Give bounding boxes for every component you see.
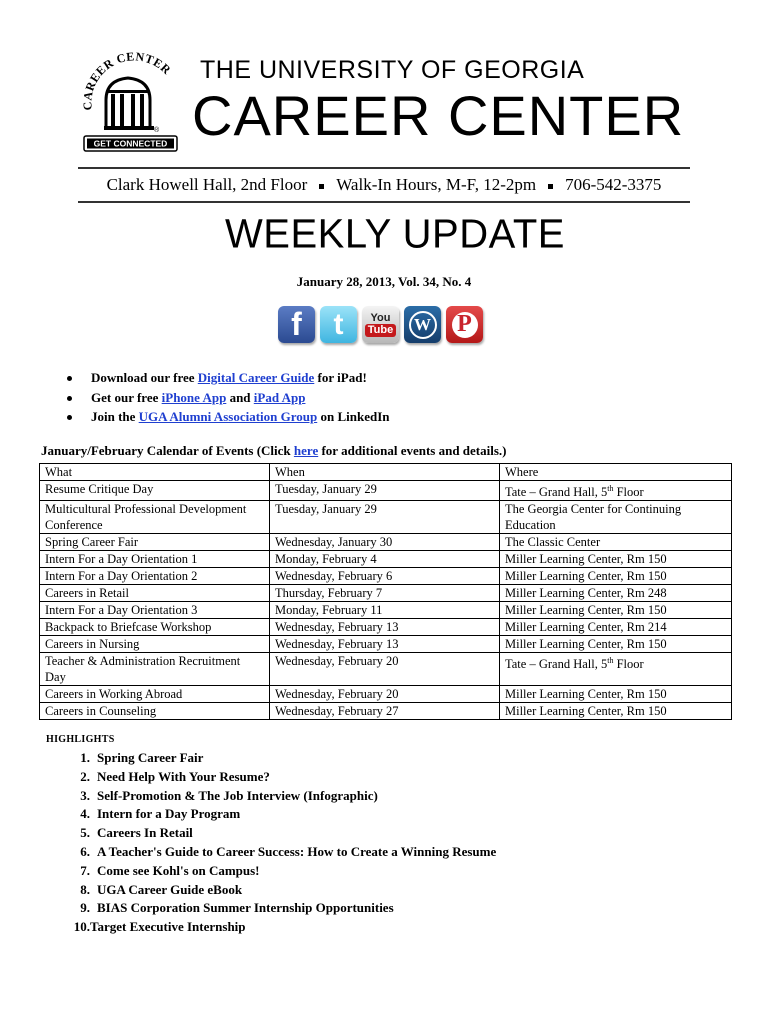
event-date-cell	[270, 585, 500, 602]
item-number: 5.	[80, 825, 90, 841]
event-name-cell	[40, 703, 270, 720]
event-location-suffix: Floor	[613, 485, 644, 500]
table-row	[40, 602, 732, 619]
list-item[interactable]	[66, 843, 496, 862]
event-name: Teacher & Administration Recruitment Day	[45, 654, 241, 685]
item-number: 3.	[80, 787, 90, 803]
event-location-cell	[500, 619, 732, 636]
event-date: Wednesday, February 6	[275, 569, 393, 584]
table-row	[40, 501, 732, 534]
phone-number: 706-542-3375	[565, 175, 662, 194]
issue-date: January 28, 2013, Vol. 34, No. 4	[296, 274, 472, 289]
event-date-cell	[270, 602, 500, 619]
pinterest-icon[interactable]	[446, 306, 483, 343]
separator-square	[319, 184, 324, 189]
event-date: Wednesday, February 20	[275, 654, 399, 669]
event-location-cell	[500, 534, 732, 551]
event-location-cell	[500, 703, 732, 720]
bullet-text: for iPad!	[314, 370, 367, 385]
event-date: Wednesday, February 20	[275, 687, 399, 702]
event-date-cell	[270, 551, 500, 568]
event-location-suffix: Floor	[613, 657, 644, 672]
highlight-text: A Teacher's Guide to Career Success: How to Create a Winning Resume	[97, 843, 497, 859]
list-item[interactable]	[66, 749, 496, 768]
contact-line	[78, 175, 690, 195]
logo-arc-text: CAREER CENTER	[80, 52, 174, 111]
event-location: Miller Learning Center, Rm 248	[505, 586, 667, 601]
additional-events-link[interactable]: here	[293, 443, 319, 458]
event-name-cell	[40, 636, 270, 653]
highlight-text: Careers In Retail	[97, 825, 193, 841]
facebook-glyph: f	[291, 306, 302, 342]
event-date: Monday, February 4	[275, 552, 377, 567]
ipad-app-link[interactable]: iPad App	[253, 389, 306, 405]
table-row	[40, 534, 732, 551]
wordpress-ring	[409, 311, 437, 339]
event-location: Miller Learning Center, Rm 150	[505, 687, 667, 702]
event-location: Miller Learning Center, Rm 214	[505, 620, 667, 635]
highlights-list	[66, 749, 496, 937]
table-row	[40, 481, 732, 501]
highlight-text: Need Help With Your Resume?	[97, 768, 270, 784]
bullet-text: Join the	[91, 409, 139, 424]
list-item	[64, 407, 390, 427]
twitter-icon[interactable]	[320, 306, 357, 343]
twitter-glyph: t	[333, 307, 344, 341]
digital-career-guide-link[interactable]: Digital Career Guide	[197, 370, 315, 385]
bullet-text: and	[226, 389, 254, 405]
highlight-text: Target Executive Internship	[90, 919, 246, 935]
youtube-icon[interactable]	[362, 306, 399, 343]
table-row	[40, 551, 732, 568]
app-links-list	[64, 368, 390, 427]
svg-text:CAREER CENTER	[80, 52, 174, 111]
event-name: Intern For a Day Orientation 3	[45, 603, 198, 618]
event-location-cell	[500, 602, 732, 619]
highlights-title: HIGHLIGHTS	[46, 734, 115, 745]
event-date: Wednesday, February 27	[275, 704, 399, 719]
table-header-row	[40, 464, 732, 481]
event-name: Careers in Counseling	[45, 704, 157, 719]
list-item[interactable]	[66, 881, 496, 900]
event-date-cell	[270, 686, 500, 703]
alumni-group-link[interactable]: UGA Alumni Association Group	[138, 409, 318, 424]
event-name: Spring Career Fair	[45, 535, 139, 550]
list-item	[64, 368, 390, 388]
event-location-cell	[500, 481, 732, 501]
event-location: Miller Learning Center, Rm 150	[505, 704, 667, 719]
event-date: Tuesday, January 29	[275, 482, 377, 496]
item-number: 7.	[80, 862, 90, 878]
weekly-update-title: WEEKLY UPDATE	[225, 211, 565, 257]
event-name: Intern For a Day Orientation 1	[45, 552, 198, 567]
event-location-cell	[500, 653, 732, 686]
youtube-tube-text: Tube	[365, 324, 396, 337]
event-name-cell	[40, 619, 270, 636]
event-date: Wednesday, February 13	[275, 637, 399, 652]
address: Clark Howell Hall, 2nd Floor	[106, 175, 308, 194]
event-location-cell	[500, 636, 732, 653]
item-number: 4.	[80, 806, 90, 822]
item-number: 9.	[80, 900, 90, 916]
facebook-icon[interactable]	[278, 306, 315, 343]
list-item[interactable]	[66, 805, 496, 824]
event-date-cell	[270, 568, 500, 585]
table-row	[40, 636, 732, 653]
event-name: Careers in Nursing	[45, 637, 140, 652]
wordpress-glyph: W	[414, 314, 431, 334]
column-header-where: Where	[500, 464, 732, 481]
event-location: The Georgia Center for Continuing Education	[505, 502, 682, 533]
event-name-cell	[40, 551, 270, 568]
events-table	[39, 463, 732, 720]
event-date-cell	[270, 619, 500, 636]
university-name: THE UNIVERSITY OF GEORGIA	[200, 56, 585, 84]
highlight-text: Spring Career Fair	[97, 750, 204, 765]
event-name-cell	[40, 568, 270, 585]
event-name-cell	[40, 653, 270, 686]
column-header-when: When	[270, 464, 500, 481]
bullet-text: on LinkedIn	[317, 409, 390, 424]
list-item[interactable]	[66, 899, 496, 918]
event-location: Miller Learning Center, Rm 150	[505, 552, 667, 567]
youtube-you-text: You	[370, 312, 391, 324]
event-location: Tate – Grand Hall, 5	[505, 485, 608, 500]
walk-in-hours: Walk-In Hours, M-F, 12-2pm	[336, 175, 537, 194]
event-date-cell	[270, 636, 500, 653]
header-rule-top	[78, 167, 690, 169]
event-date: Wednesday, January 30	[275, 535, 393, 550]
highlight-text: Self-Promotion & The Job Interview (Infographic)	[97, 787, 378, 803]
table-row	[40, 653, 732, 686]
pinterest-ring	[452, 312, 478, 338]
table-row	[40, 619, 732, 636]
ordinal-suffix: th	[607, 484, 614, 493]
bullet-text: Download our free	[91, 370, 198, 385]
event-location: Tate – Grand Hall, 5	[505, 657, 608, 672]
event-location: Miller Learning Center, Rm 150	[505, 603, 667, 618]
item-number: 6.	[80, 843, 90, 859]
column-header-what: What	[40, 464, 270, 481]
event-location-cell	[500, 686, 732, 703]
list-item[interactable]	[66, 862, 496, 881]
ordinal-suffix: th	[607, 656, 614, 666]
list-item[interactable]	[66, 824, 496, 843]
event-location-cell	[500, 501, 732, 534]
career-center-logo	[78, 52, 184, 154]
pinterest-glyph: P	[457, 311, 472, 337]
event-location-cell	[500, 551, 732, 568]
event-date: Tuesday, January 29	[275, 502, 377, 517]
calendar-title-text: for additional events and details.)	[318, 443, 507, 458]
event-name-cell	[40, 481, 270, 501]
event-date: Monday, February 11	[275, 603, 383, 618]
header-rule-bottom	[78, 201, 690, 203]
separator-square	[548, 184, 553, 189]
highlight-text: UGA Career Guide eBook	[97, 881, 243, 897]
event-date-cell	[270, 501, 500, 534]
bullet-text: Get our free	[91, 389, 162, 405]
event-name: Careers in Working Abroad	[45, 687, 183, 702]
event-name-cell	[40, 686, 270, 703]
list-item[interactable]	[66, 787, 496, 806]
highlight-text: BIAS Corporation Summer Internship Opportunities	[97, 900, 394, 916]
event-date: Thursday, February 7	[275, 586, 383, 601]
logo-banner-text: GET CONNECTED	[93, 138, 168, 149]
event-name: Backpack to Briefcase Workshop	[45, 620, 212, 635]
svg-text:®: ®	[154, 127, 160, 134]
social-links	[278, 306, 483, 348]
event-name-cell	[40, 585, 270, 602]
calendar-title-text: January/February Calendar of Events (Click	[41, 443, 294, 458]
event-name: Resume Critique Day	[45, 482, 154, 496]
calendar-title	[41, 443, 507, 459]
event-location-cell	[500, 568, 732, 585]
wordpress-icon[interactable]	[404, 306, 441, 343]
events-table-body	[40, 481, 732, 720]
item-number: 8.	[80, 881, 90, 897]
event-name-cell	[40, 501, 270, 534]
event-name-cell	[40, 534, 270, 551]
iphone-app-link[interactable]: iPhone App	[161, 389, 227, 405]
event-name: Multicultural Professional Development Conference	[45, 502, 247, 533]
event-name-cell	[40, 602, 270, 619]
event-date: Wednesday, February 13	[275, 620, 399, 635]
table-row	[40, 568, 732, 585]
event-location-cell	[500, 585, 732, 602]
highlight-text: Intern for a Day Program	[97, 806, 241, 822]
highlight-text: Come see Kohl's on Campus!	[97, 862, 260, 878]
list-item[interactable]	[66, 768, 496, 787]
event-date-cell	[270, 653, 500, 686]
table-row	[40, 585, 732, 602]
career-center-title: CAREER CENTER	[192, 84, 685, 147]
item-number: 10.	[73, 919, 90, 935]
event-location: The Classic Center	[505, 535, 601, 550]
event-name: Intern For a Day Orientation 2	[45, 569, 198, 584]
table-row	[40, 686, 732, 703]
event-date-cell	[270, 481, 500, 501]
list-item	[64, 388, 390, 408]
event-date-cell	[270, 534, 500, 551]
event-location: Miller Learning Center, Rm 150	[505, 569, 667, 584]
item-number: 1.	[80, 750, 90, 765]
event-location: Miller Learning Center, Rm 150	[505, 637, 667, 652]
event-name: Careers in Retail	[45, 586, 129, 601]
list-item[interactable]	[66, 918, 496, 937]
event-date-cell	[270, 703, 500, 720]
item-number: 2.	[80, 768, 90, 784]
table-row	[40, 703, 732, 720]
